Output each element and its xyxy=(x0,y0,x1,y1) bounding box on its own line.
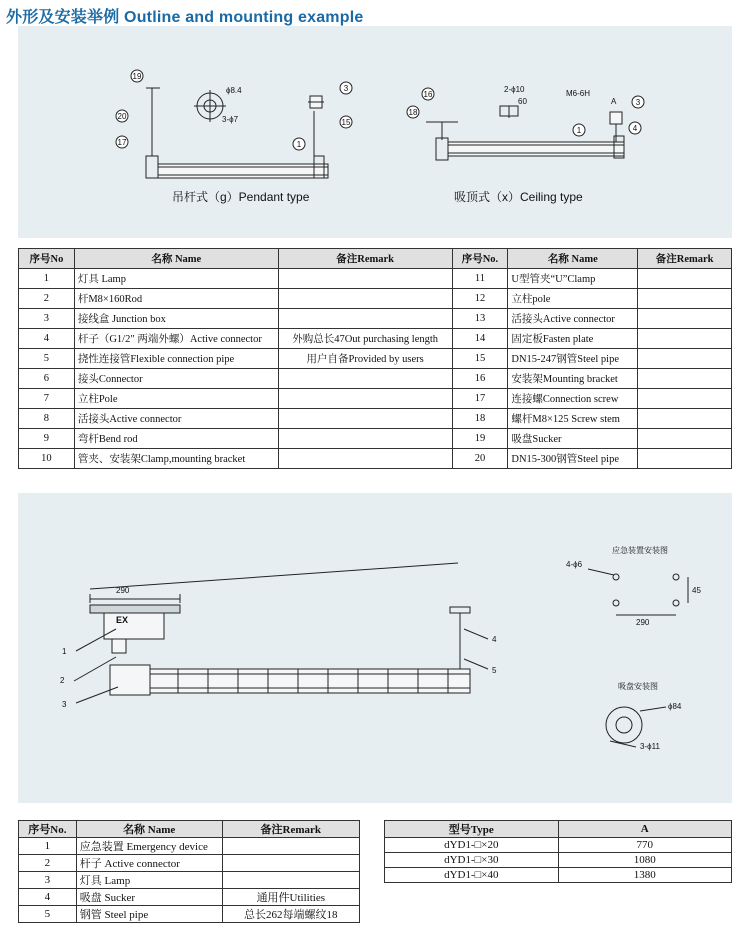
accessory-row xyxy=(19,855,360,872)
parts-row-cell xyxy=(278,429,452,449)
parts-row-cell: 15 xyxy=(452,349,508,369)
model-row xyxy=(385,868,732,883)
model-table-header xyxy=(385,821,732,838)
model-row-cell: dYD1-□×40 xyxy=(385,868,559,883)
parts-row-cell: 14 xyxy=(452,329,508,349)
accessory-row xyxy=(19,838,360,855)
ceiling-type-caption: 吸顶式（x）Ceiling type xyxy=(454,190,583,204)
parts-row xyxy=(19,389,732,409)
acc-col-name: 名称 Name xyxy=(76,821,222,838)
parts-row-cell: 8 xyxy=(19,409,75,429)
parts-row-cell: 10 xyxy=(19,449,75,469)
parts-row-cell xyxy=(638,409,732,429)
parts-row-cell: 6 xyxy=(19,369,75,389)
callout-1-pendant: 1 xyxy=(296,140,302,149)
page-title: 外形及安装举例 Outline and mounting example xyxy=(6,9,364,26)
parts-row xyxy=(19,449,732,469)
accessory-row-cell: 应急装置 Emergency device xyxy=(76,838,222,855)
emergency-holes: 4-ϕ6 xyxy=(566,560,583,569)
parts-row-cell: 19 xyxy=(452,429,508,449)
parts-row-cell: 吸盘Sucker xyxy=(508,429,638,449)
parts-row-cell xyxy=(278,309,452,329)
accessory-row-cell: 灯具 Lamp xyxy=(76,872,222,889)
dim-3-holes-7: 3-ϕ7 xyxy=(222,115,239,124)
accessory-row-cell: 1 xyxy=(19,838,77,855)
emergency-dim-45: 45 xyxy=(692,586,701,595)
model-row-cell: dYD1-□×20 xyxy=(385,838,559,853)
dim-290-main: 290 xyxy=(116,586,130,595)
callout-3-ceiling: 3 xyxy=(635,98,641,107)
parts-row-cell xyxy=(638,449,732,469)
callout-20: 20 xyxy=(117,112,127,121)
parts-row-cell: 杆子（G1/2″ 两端外螺）Active connector xyxy=(74,329,278,349)
col-name: 名称 Name xyxy=(74,249,278,269)
emergency-drawing-panel xyxy=(18,493,732,803)
dim-2-holes-10: 2-ϕ10 xyxy=(504,85,525,94)
parts-row-cell xyxy=(638,269,732,289)
parts-row-cell: 接线盒 Junction box xyxy=(74,309,278,329)
parts-row-cell xyxy=(278,269,452,289)
parts-row-cell: 16 xyxy=(452,369,508,389)
accessory-row-cell: 5 xyxy=(19,906,77,923)
callout-17: 17 xyxy=(117,138,127,147)
sucker-holes: 3-ϕ11 xyxy=(640,742,660,751)
parts-row-cell xyxy=(638,429,732,449)
emergency-lamp-drawing xyxy=(18,493,732,803)
parts-row-cell: 弯杆Bend rod xyxy=(74,429,278,449)
pendant-type-caption: 吊杆式（g）Pendant type xyxy=(172,190,310,204)
parts-row xyxy=(19,429,732,449)
dim-d84: ϕ8.4 xyxy=(226,86,242,95)
parts-row-cell xyxy=(638,369,732,389)
parts-row-cell xyxy=(638,329,732,349)
callout-1-ceiling: 1 xyxy=(576,126,582,135)
sucker-mount-title: 吸盘安装图 xyxy=(618,682,658,691)
model-table xyxy=(384,820,732,883)
parts-row xyxy=(19,309,732,329)
parts-table-header xyxy=(19,249,732,269)
accessory-row-cell: 钢管 Steel pipe xyxy=(76,906,222,923)
parts-row xyxy=(19,269,732,289)
col-name-2: 名称 Name xyxy=(508,249,638,269)
parts-row-cell: 活接头Active connector xyxy=(74,409,278,429)
pendant-lamp-drawing xyxy=(146,88,328,178)
dim-m6-thread: M6-6H xyxy=(566,89,591,98)
accessory-table-header xyxy=(19,821,360,838)
acc-col-remark: 备注Remark xyxy=(222,821,359,838)
model-row-cell: 1080 xyxy=(558,853,731,868)
emergency-mount-title: 应急装置安装图 xyxy=(612,546,668,555)
outline-drawing xyxy=(18,26,732,238)
parts-row-cell: 立柱Pole xyxy=(74,389,278,409)
parts-row-cell: 5 xyxy=(19,349,75,369)
parts-row-cell: 螺杆M8×125 Screw stem xyxy=(508,409,638,429)
model-col-a: A xyxy=(558,821,731,838)
parts-row-cell: 连接螺Connection screw xyxy=(508,389,638,409)
parts-row xyxy=(19,329,732,349)
parts-row-cell: 9 xyxy=(19,429,75,449)
parts-row-cell: 挠性连接管Flexible connection pipe xyxy=(74,349,278,369)
mounting-drawing-panel xyxy=(18,26,732,238)
parts-row-cell: 接头Connector xyxy=(74,369,278,389)
parts-row-cell: 灯具 Lamp xyxy=(74,269,278,289)
parts-row-cell: 11 xyxy=(452,269,508,289)
callout-3-emergency: 3 xyxy=(62,700,67,709)
parts-row-cell: 活接头Active connector xyxy=(508,309,638,329)
parts-row-cell xyxy=(278,389,452,409)
parts-row-cell: U型管夹“U”Clamp xyxy=(508,269,638,289)
parts-row xyxy=(19,349,732,369)
parts-row-cell: 18 xyxy=(452,409,508,429)
accessory-row-cell: 2 xyxy=(19,855,77,872)
parts-row-cell: 用户自备Provided by users xyxy=(278,349,452,369)
accessory-row-cell: 吸盘 Sucker xyxy=(76,889,222,906)
parts-row-cell: 2 xyxy=(19,289,75,309)
callout-2-emergency: 2 xyxy=(60,676,65,685)
callout-4-ceiling: 4 xyxy=(632,124,638,133)
parts-row-cell: 3 xyxy=(19,309,75,329)
callout-1-emergency: 1 xyxy=(62,647,67,656)
accessory-row-cell: 通用件Utilities xyxy=(222,889,359,906)
col-no-2: 序号No. xyxy=(452,249,508,269)
parts-row-cell: 安装架Mounting bracket xyxy=(508,369,638,389)
accessory-row xyxy=(19,889,360,906)
callout-16: 16 xyxy=(423,90,433,99)
parts-row-cell: DN15-247钢管Steel pipe xyxy=(508,349,638,369)
model-row xyxy=(385,853,732,868)
accessory-row-cell: 杆子 Active connector xyxy=(76,855,222,872)
parts-row-cell xyxy=(638,389,732,409)
accessory-row-cell: 总长262每端螺纹18 xyxy=(222,906,359,923)
parts-row-cell xyxy=(638,309,732,329)
accessory-row xyxy=(19,872,360,889)
parts-table xyxy=(18,248,732,469)
callout-5-emergency: 5 xyxy=(492,666,497,675)
model-col-type: 型号Type xyxy=(385,821,559,838)
dim-60: 60 xyxy=(518,97,527,106)
callout-19: 19 xyxy=(132,72,142,81)
accessory-row-cell xyxy=(222,838,359,855)
col-remark-2: 备注Remark xyxy=(638,249,732,269)
acc-col-no: 序号No. xyxy=(19,821,77,838)
accessory-table xyxy=(18,820,360,923)
parts-row-cell xyxy=(278,369,452,389)
parts-row-cell: 4 xyxy=(19,329,75,349)
sucker-d84: ϕ84 xyxy=(668,702,682,711)
ceiling-lamp-drawing xyxy=(426,106,624,160)
dim-a: A xyxy=(611,97,617,106)
parts-row-cell: 杆M8×160Rod xyxy=(74,289,278,309)
parts-row-cell: 17 xyxy=(452,389,508,409)
accessory-row-cell xyxy=(222,855,359,872)
parts-row-cell: 立柱pole xyxy=(508,289,638,309)
parts-row-cell: 13 xyxy=(452,309,508,329)
parts-row xyxy=(19,409,732,429)
callout-3-pendant: 3 xyxy=(343,84,349,93)
accessory-row-cell xyxy=(222,872,359,889)
parts-row-cell xyxy=(638,349,732,369)
parts-row xyxy=(19,289,732,309)
col-no: 序号No xyxy=(19,249,75,269)
accessory-row-cell: 4 xyxy=(19,889,77,906)
parts-row-cell xyxy=(278,289,452,309)
model-row-cell: 1380 xyxy=(558,868,731,883)
parts-row-cell: DN15-300钢管Steel pipe xyxy=(508,449,638,469)
callout-18: 18 xyxy=(408,108,418,117)
parts-row-cell: 7 xyxy=(19,389,75,409)
parts-row-cell: 管夹、安装架Clamp,mounting bracket xyxy=(74,449,278,469)
parts-row-cell xyxy=(278,449,452,469)
callout-4-emergency: 4 xyxy=(492,635,497,644)
parts-row-cell: 12 xyxy=(452,289,508,309)
callout-15: 15 xyxy=(341,118,351,127)
parts-row-cell: 外购总长47Out purchasing length xyxy=(278,329,452,349)
parts-row xyxy=(19,369,732,389)
ex-mark: EX xyxy=(116,615,129,625)
col-remark: 备注Remark xyxy=(278,249,452,269)
parts-row-cell: 20 xyxy=(452,449,508,469)
accessory-row xyxy=(19,906,360,923)
accessory-row-cell: 3 xyxy=(19,872,77,889)
model-row xyxy=(385,838,732,853)
emergency-dim-290: 290 xyxy=(636,618,650,627)
model-row-cell: 770 xyxy=(558,838,731,853)
parts-row-cell: 固定板Fasten plate xyxy=(508,329,638,349)
parts-row-cell xyxy=(638,289,732,309)
parts-row-cell: 1 xyxy=(19,269,75,289)
model-row-cell: dYD1-□×30 xyxy=(385,853,559,868)
parts-row-cell xyxy=(278,409,452,429)
